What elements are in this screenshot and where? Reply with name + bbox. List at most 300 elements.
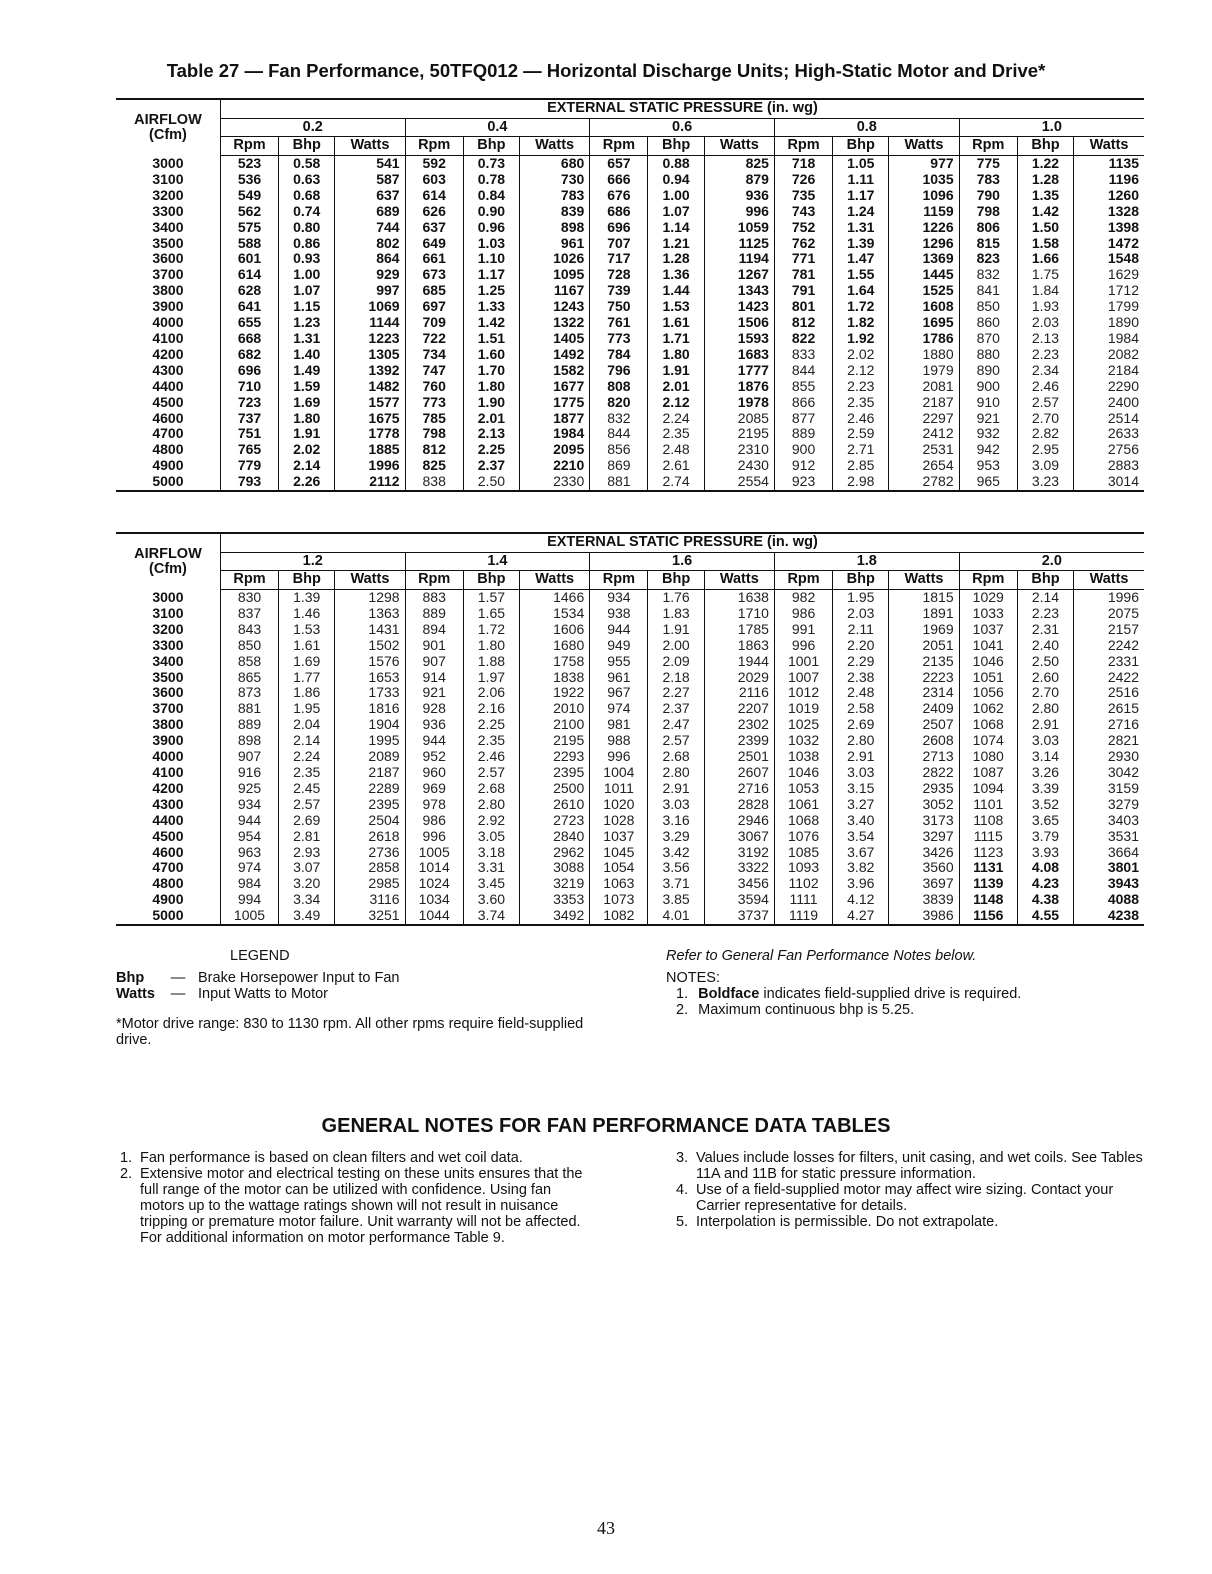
value-cell: 2.01 [463,411,519,427]
value-cell: 2330 [520,474,590,491]
note-item [676,986,1136,1002]
value-cell: 3456 [704,876,774,892]
value-cell: 879 [704,172,774,188]
value-cell: 2.31 [1017,622,1073,638]
value-cell: 2.35 [648,426,704,442]
value-cell: 2.92 [463,813,519,829]
value-cell: 2242 [1074,638,1144,654]
value-cell: 841 [959,283,1017,299]
value-cell: 984 [237,875,262,892]
value-cell: 850 [959,299,1017,315]
value-cell: 2608 [889,733,959,749]
table-row [116,829,1144,845]
value-cell: 2.35 [833,395,889,411]
value-cell: 2223 [889,670,959,686]
value-cell: 2.80 [648,765,704,781]
value-cell: 1777 [704,363,774,379]
value-cell: 689 [335,204,405,220]
value-cell: 2.34 [1017,363,1073,379]
value-cell: 921 [405,685,463,701]
value-cell: 1492 [520,347,590,363]
value-cell: 3492 [520,908,590,925]
value-cell: 779 [237,457,262,474]
value-cell: 1034 [405,892,463,908]
value-cell: 2.12 [648,395,704,411]
value-cell: 1019 [774,701,832,717]
value-cell: 2607 [704,765,774,781]
value-cell: 3.39 [1017,781,1073,797]
value-cell: 0.68 [279,188,335,204]
value-cell: 843 [237,620,262,637]
value-cell: 2395 [335,797,405,813]
value-cell: 790 [959,188,1017,204]
value-cell: 3.07 [279,860,335,876]
value-cell: 1.64 [833,283,889,299]
value-cell: 898 [520,220,590,236]
general-note: 1. Fan performance is based on clean filters and wet coil data. [120,1150,523,1166]
value-cell: 2828 [704,797,774,813]
value-cell: 773 [590,331,648,347]
airflow-cell: 4300 [116,797,220,813]
value-cell: 614 [405,188,463,204]
value-cell: 2618 [335,829,405,845]
value-cell: 929 [335,267,405,283]
value-cell: 3.23 [1017,474,1073,491]
pressure-header: 0.2 [220,119,405,137]
value-cell: 1445 [889,267,959,283]
value-cell: 765 [237,441,262,458]
value-cell: 696 [237,361,262,378]
value-cell: 2516 [1074,685,1144,701]
value-cell: 601 [237,250,262,267]
value-cell: 775 [959,156,1017,172]
value-cell: 2554 [704,474,774,491]
value-cell: 2654 [889,458,959,474]
table-row [116,283,1144,299]
value-cell: 2.68 [463,781,519,797]
value-cell: 1891 [889,606,959,622]
value-cell: 2.60 [1017,670,1073,686]
value-cell: 977 [889,156,959,172]
airflow-header: AIRFLOW (Cfm) [116,533,220,590]
value-cell: 1056 [959,685,1017,701]
airflow-cell: 4900 [116,458,220,474]
value-cell: 1.60 [463,347,519,363]
value-cell: 3.45 [463,876,519,892]
table-row [116,156,1144,172]
note-item [676,1002,1136,1018]
value-cell: 1111 [774,892,832,908]
value-cell: 649 [405,236,463,252]
value-cell: 4.38 [1017,892,1073,908]
table-row [116,733,1144,749]
value-cell: 881 [590,474,648,491]
value-cell: 1593 [704,331,774,347]
value-cell: 2412 [889,426,959,442]
pressure-header: 0.8 [774,119,959,137]
table-row [116,606,1144,622]
value-cell: 761 [590,315,648,331]
value-cell: 2.02 [279,442,335,458]
value-cell: 1046 [959,654,1017,670]
table-row [116,347,1144,363]
value-cell: 820 [590,395,648,411]
value-cell: 1890 [1074,315,1144,331]
value-cell: 626 [405,204,463,220]
value-cell: 2100 [520,717,590,733]
value-cell: 2716 [704,781,774,797]
value-cell: 965 [959,474,1017,491]
table-row [116,474,1144,491]
table-row [116,701,1144,717]
value-cell: 1.95 [279,701,335,717]
value-cell: 750 [590,299,648,315]
value-cell: 722 [405,331,463,347]
value-cell: 587 [335,172,405,188]
value-cell: 1.57 [463,590,519,606]
value-cell: 1.82 [833,315,889,331]
value-cell: 2089 [335,749,405,765]
value-cell: 2.02 [833,347,889,363]
value-cell: 3.18 [463,845,519,861]
value-cell: 2.20 [833,638,889,654]
value-cell: 3.15 [833,781,889,797]
value-cell: 1131 [959,860,1017,876]
column-header: Watts [889,571,959,590]
legend-list [116,970,636,1002]
airflow-cell: 3200 [116,622,220,638]
value-cell: 3560 [889,860,959,876]
value-cell: 928 [405,701,463,717]
value-cell: 637 [335,188,405,204]
value-cell: 1025 [774,717,832,733]
column-header: Bhp [648,137,704,156]
column-header: Rpm [590,137,648,156]
value-cell: 3.42 [648,845,704,861]
value-cell: 1525 [889,283,959,299]
value-cell: 3697 [889,876,959,892]
value-cell: 2610 [520,797,590,813]
table-row [116,892,1144,908]
page-number: 43 [597,1518,615,1538]
value-cell: 1020 [590,797,648,813]
column-header: Watts [335,571,405,590]
value-cell: 1063 [590,876,648,892]
value-cell: 2.06 [463,685,519,701]
value-cell: 978 [405,797,463,813]
value-cell: 1838 [520,670,590,686]
value-cell: 785 [405,411,463,427]
value-cell: 2.24 [279,749,335,765]
value-cell: 1638 [704,590,774,606]
value-cell: 2395 [520,765,590,781]
value-cell: 2184 [1074,363,1144,379]
value-cell: 2.23 [1017,606,1073,622]
note-text: indicates field-supplied drive is required. [759,986,1022,1002]
value-cell: 3251 [335,908,405,925]
value-cell: 1196 [1074,172,1144,188]
value-cell: 1577 [335,395,405,411]
column-header: Rpm [774,137,832,156]
airflow-cell: 3600 [116,685,220,701]
value-cell: 536 [237,170,262,187]
value-cell: 2.93 [279,845,335,861]
legend-desc: Brake Horsepower Input to Fan [198,970,400,986]
value-cell: 1996 [1074,590,1144,606]
value-cell: 1.80 [648,347,704,363]
value-cell: 1029 [959,590,1017,606]
value-cell: 1005 [405,845,463,861]
value-cell: 1.97 [463,670,519,686]
value-cell: 1.07 [279,283,335,299]
value-cell: 0.84 [463,188,519,204]
value-cell: 825 [704,156,774,172]
value-cell: 963 [237,843,262,860]
value-cell: 2615 [1074,701,1144,717]
column-header: Watts [1074,137,1144,156]
value-cell: 1223 [335,331,405,347]
airflow-cell: 3900 [116,299,220,315]
value-cell: 1.49 [279,363,335,379]
value-cell: 2.81 [279,829,335,845]
value-cell: 1758 [520,654,590,670]
value-cell: 562 [237,202,262,219]
value-cell: 991 [774,622,832,638]
value-cell: 2.80 [833,733,889,749]
value-cell: 2.59 [833,426,889,442]
airflow-cell: 3700 [116,267,220,283]
value-cell: 2723 [520,813,590,829]
value-cell: 832 [590,411,648,427]
value-cell: 2.57 [463,765,519,781]
value-cell: 781 [774,267,832,283]
value-cell: 0.88 [648,156,704,172]
value-cell: 2.74 [648,474,704,491]
value-cell: 657 [590,156,648,172]
table-row [116,845,1144,861]
value-cell: 1502 [335,638,405,654]
value-cell: 938 [590,606,648,622]
value-cell: 2.46 [1017,379,1073,395]
value-cell: 994 [237,891,262,908]
value-cell: 997 [335,283,405,299]
value-cell: 2.61 [648,458,704,474]
value-cell: 961 [520,236,590,252]
value-cell: 1.51 [463,331,519,347]
value-cell: 2.69 [279,813,335,829]
value-cell: 1969 [889,622,959,638]
value-cell: 2822 [889,765,959,781]
value-cell: 4.01 [648,908,704,925]
value-cell: 1.91 [648,622,704,638]
value-cell: 2507 [889,717,959,733]
value-cell: 2.48 [833,685,889,701]
value-cell: 2.25 [463,442,519,458]
value-cell: 3594 [704,892,774,908]
value-cell: 1.17 [463,267,519,283]
value-cell: 1904 [335,717,405,733]
value-cell: 830 [237,589,262,605]
note-bold: Boldface [698,986,760,1002]
value-cell: 752 [774,220,832,236]
value-cell: 2.40 [1017,638,1073,654]
value-cell: 2782 [889,474,959,491]
table-row [116,685,1144,701]
value-cell: 844 [774,363,832,379]
value-cell: 1.53 [648,299,704,315]
value-cell: 0.80 [279,220,335,236]
value-cell: 2.23 [833,379,889,395]
value-cell: 603 [405,172,463,188]
value-cell: 2.45 [279,781,335,797]
value-cell: 1260 [1074,188,1144,204]
value-cell: 1267 [704,267,774,283]
value-cell: 3.93 [1017,845,1073,861]
value-cell: 709 [405,315,463,331]
column-header: Bhp [1017,571,1073,590]
note-text: Maximum continuous bhp is 5.25. [698,1002,915,1018]
airflow-cell: 4400 [116,813,220,829]
pressure-header: 1.0 [959,119,1144,137]
value-cell: 0.94 [648,172,704,188]
value-cell: 1068 [959,717,1017,733]
value-cell: 889 [237,716,262,733]
table-row [116,299,1144,315]
table-row [116,411,1144,427]
value-cell: 1.36 [648,267,704,283]
value-cell: 1876 [704,379,774,395]
airflow-cell: 4500 [116,829,220,845]
value-cell: 1.23 [279,315,335,331]
value-cell: 1243 [520,299,590,315]
value-cell: 2082 [1074,347,1144,363]
airflow-cell: 4700 [116,860,220,876]
esp-header: EXTERNAL STATIC PRESSURE (in. wg) [220,99,1144,119]
pressure-header: 0.6 [590,119,775,137]
value-cell: 3.03 [833,765,889,781]
value-cell: 2.18 [648,670,704,686]
value-cell: 0.78 [463,172,519,188]
value-cell: 925 [237,779,262,796]
value-cell: 3014 [1074,474,1144,491]
value-cell: 934 [590,590,648,606]
value-cell: 0.74 [279,204,335,220]
value-cell: 934 [237,795,262,812]
value-cell: 2.09 [648,654,704,670]
value-cell: 907 [237,748,262,765]
value-cell: 858 [237,652,262,669]
airflow-cell: 5000 [116,908,220,925]
value-cell: 3052 [889,797,959,813]
value-cell: 2010 [520,701,590,717]
value-cell: 1074 [959,733,1017,749]
column-header: Bhp [648,571,704,590]
value-cell: 2095 [520,442,590,458]
value-cell: 1548 [1074,251,1144,267]
value-cell: 1606 [520,622,590,638]
value-cell: 784 [590,347,648,363]
value-cell: 1.80 [463,638,519,654]
value-cell: 2531 [889,442,959,458]
column-header: Rpm [774,571,832,590]
value-cell: 2.91 [648,781,704,797]
value-cell: 1038 [774,749,832,765]
value-cell: 2430 [704,458,774,474]
value-cell: 1053 [774,781,832,797]
value-cell: 900 [959,379,1017,395]
value-cell: 793 [220,474,278,491]
value-cell: 1.05 [833,156,889,172]
pressure-header: 2.0 [959,553,1144,571]
value-cell: 881 [237,700,262,717]
value-cell: 1466 [520,590,590,606]
value-cell: 900 [774,442,832,458]
column-header: Bhp [463,571,519,590]
airflow-cell: 4300 [116,363,220,379]
value-cell: 730 [520,172,590,188]
airflow-cell: 3100 [116,606,220,622]
value-cell: 1712 [1074,283,1144,299]
value-cell: 3.26 [1017,765,1073,781]
value-cell: 1.72 [833,299,889,315]
value-cell: 967 [590,685,648,701]
value-cell: 744 [335,220,405,236]
airflow-header: AIRFLOW (Cfm) [116,99,220,156]
value-cell: 1328 [1074,204,1144,220]
legend-title: LEGEND [230,948,290,964]
value-cell: 2.80 [463,797,519,813]
value-cell: 2.47 [648,717,704,733]
value-cell: 1815 [889,590,959,606]
value-cell: 673 [405,267,463,283]
value-cell: 916 [237,763,262,780]
value-cell: 1007 [774,670,832,686]
airflow-cell: 3800 [116,717,220,733]
motor-drive-footnote: *Motor drive range: 830 to 1130 rpm. All other rpms require field-supplied drive. [116,1016,584,1048]
value-cell: 806 [959,220,1017,236]
value-cell: 3353 [520,892,590,908]
value-cell: 4.55 [1017,908,1073,925]
value-cell: 1683 [704,347,774,363]
value-cell: 3.71 [648,876,704,892]
value-cell: 2195 [520,733,590,749]
value-cell: 1733 [335,685,405,701]
table-row [116,426,1144,442]
value-cell: 2.71 [833,442,889,458]
value-cell: 3.34 [279,892,335,908]
value-cell: 1062 [959,701,1017,717]
table-row [116,638,1144,654]
value-cell: 1305 [335,347,405,363]
value-cell: 723 [237,393,262,410]
value-cell: 907 [405,654,463,670]
pressure-header: 1.2 [220,553,405,571]
value-cell: 682 [237,345,262,362]
value-cell: 760 [405,379,463,395]
value-cell: 1978 [704,395,774,411]
value-cell: 0.90 [463,204,519,220]
column-header: Rpm [405,137,463,156]
pressure-header: 0.4 [405,119,590,137]
value-cell: 2.68 [648,749,704,765]
general-notes-right [664,1150,1148,1230]
value-cell: 1343 [704,283,774,299]
value-cell: 1799 [1074,299,1144,315]
value-cell: 798 [959,204,1017,220]
value-cell: 1.93 [1017,299,1073,315]
column-header: Rpm [959,571,1017,590]
value-cell: 743 [774,204,832,220]
